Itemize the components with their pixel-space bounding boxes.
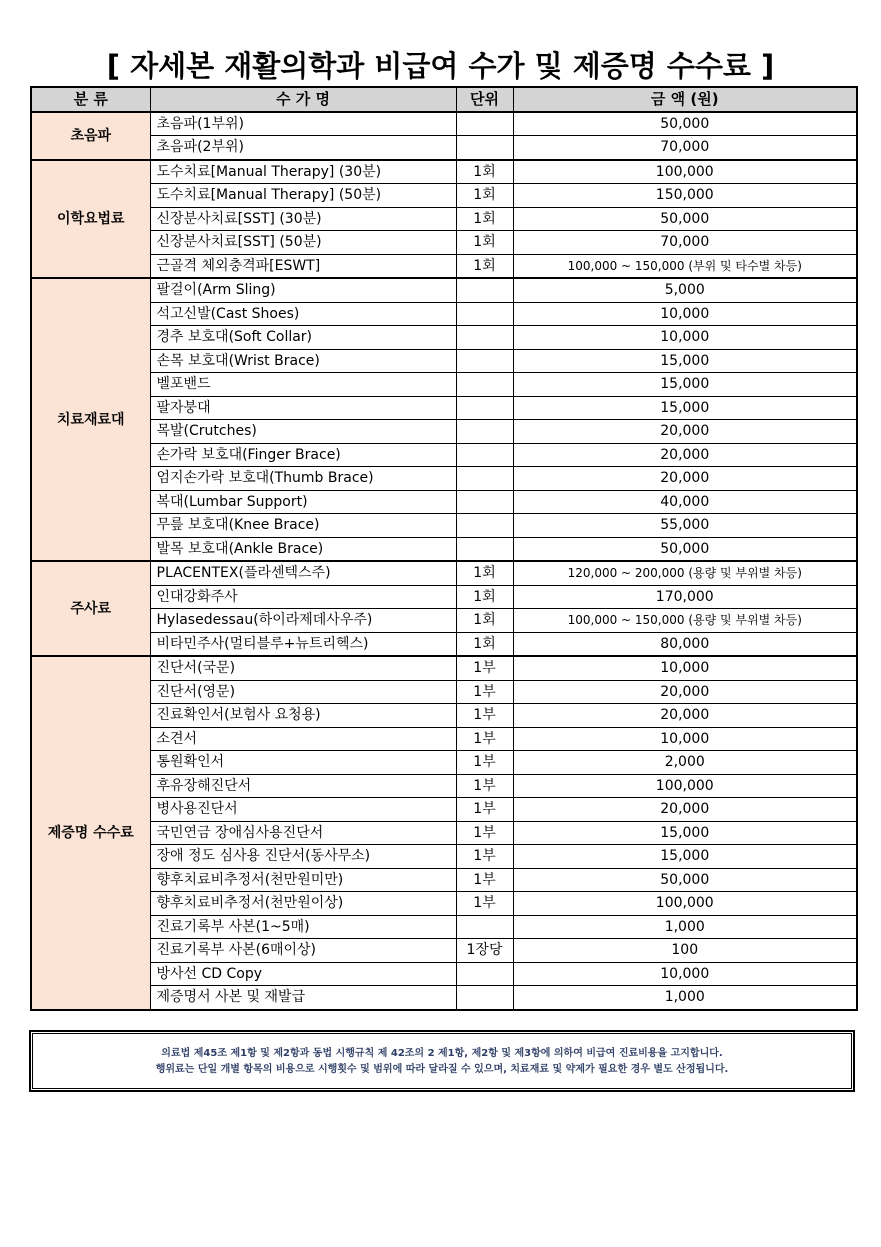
item-name-cell: 손가락 보호대(Finger Brace) <box>150 443 456 467</box>
table-row <box>31 326 857 350</box>
unit-cell <box>456 278 513 302</box>
item-name-cell: 발목 보호대(Ankle Brace) <box>150 537 456 561</box>
amount-cell: 70,000 <box>513 231 857 255</box>
amount-cell: 100,000 ~ 150,000 (용량 및 부위별 차등) <box>513 609 857 633</box>
unit-cell <box>456 915 513 939</box>
table-row <box>31 231 857 255</box>
item-name-cell: 엄지손가락 보호대(Thumb Brace) <box>150 467 456 491</box>
unit-cell <box>456 373 513 397</box>
category-cell: 치료재료대 <box>31 278 150 561</box>
unit-cell: 1부 <box>456 680 513 704</box>
header-unit: 단위 <box>456 87 513 112</box>
item-name-cell: 경추 보호대(Soft Collar) <box>150 326 456 350</box>
item-name-cell: 벨포밴드 <box>150 373 456 397</box>
item-name-cell: 진단서(국문) <box>150 656 456 680</box>
item-name-cell: 방사선 CD Copy <box>150 962 456 986</box>
table-row <box>31 798 857 822</box>
unit-cell: 1부 <box>456 798 513 822</box>
amount-cell: 15,000 <box>513 821 857 845</box>
unit-cell: 1회 <box>456 561 513 585</box>
table-row <box>31 160 857 184</box>
item-name-cell: 병사용진단서 <box>150 798 456 822</box>
item-name-cell: 후유장해진단서 <box>150 774 456 798</box>
header-amount: 금 액 (원) <box>513 87 857 112</box>
table-row <box>31 184 857 208</box>
unit-cell: 1회 <box>456 207 513 231</box>
item-name-cell: 진료확인서(보험사 요청용) <box>150 704 456 728</box>
amount-cell: 150,000 <box>513 184 857 208</box>
amount-cell: 50,000 <box>513 112 857 136</box>
item-name-cell: 도수치료[Manual Therapy] (50분) <box>150 184 456 208</box>
item-name-cell: Hylasedessau(하이라제데사우주) <box>150 609 456 633</box>
table-row <box>31 490 857 514</box>
header-category: 분 류 <box>31 87 150 112</box>
table-row <box>31 939 857 963</box>
amount-cell: 40,000 <box>513 490 857 514</box>
table-row <box>31 704 857 728</box>
item-name-cell: 석고신발(Cast Shoes) <box>150 302 456 326</box>
amount-cell: 15,000 <box>513 845 857 869</box>
amount-cell: 100,000 <box>513 774 857 798</box>
amount-cell: 15,000 <box>513 373 857 397</box>
notice-line-2: 행위료는 단일 개별 항목의 비용으로 시행횟수 및 범위에 따라 달라질 수 있으며, 치료재료 및 약제가 필요한 경우 별도 산정됩니다. <box>155 1064 729 1075</box>
table-row <box>31 632 857 656</box>
unit-cell: 1회 <box>456 632 513 656</box>
table-row <box>31 420 857 444</box>
unit-cell: 1부 <box>456 868 513 892</box>
item-name-cell: 도수치료[Manual Therapy] (30분) <box>150 160 456 184</box>
unit-cell <box>456 349 513 373</box>
unit-cell: 1장당 <box>456 939 513 963</box>
unit-cell <box>456 490 513 514</box>
amount-cell: 20,000 <box>513 443 857 467</box>
amount-cell: 100,000 <box>513 892 857 916</box>
item-name-cell: 복대(Lumbar Support) <box>150 490 456 514</box>
item-name-cell: 팔걸이(Arm Sling) <box>150 278 456 302</box>
amount-cell: 5,000 <box>513 278 857 302</box>
item-name-cell: PLACENTEX(플라센텍스주) <box>150 561 456 585</box>
table-row <box>31 443 857 467</box>
amount-cell: 170,000 <box>513 585 857 609</box>
table-row <box>31 373 857 397</box>
table-row <box>31 751 857 775</box>
item-name-cell: 진단서(영문) <box>150 680 456 704</box>
amount-cell: 20,000 <box>513 704 857 728</box>
amount-cell: 10,000 <box>513 656 857 680</box>
item-name-cell: 손목 보호대(Wrist Brace) <box>150 349 456 373</box>
unit-cell: 1부 <box>456 656 513 680</box>
page-title: [ 자세본 재활의학과 비급여 수가 및 제증명 수수료 ] <box>106 49 775 83</box>
table-row <box>31 278 857 302</box>
unit-cell <box>456 112 513 136</box>
item-name-cell: 비타민주사(멀티블루+뉴트리헥스) <box>150 632 456 656</box>
amount-cell: 1,000 <box>513 915 857 939</box>
item-name-cell: 초음파(2부위) <box>150 136 456 160</box>
unit-cell <box>456 326 513 350</box>
item-name-cell: 신장분사치료[SST] (30분) <box>150 207 456 231</box>
amount-cell: 20,000 <box>513 798 857 822</box>
amount-cell: 100,000 ~ 150,000 (부위 및 타수별 차등) <box>513 254 857 278</box>
item-name-cell: 진료기록부 사본(1~5매) <box>150 915 456 939</box>
category-cell: 이학요법료 <box>31 160 150 279</box>
unit-cell: 1부 <box>456 727 513 751</box>
unit-cell <box>456 136 513 160</box>
item-name-cell: 통원확인서 <box>150 751 456 775</box>
amount-cell: 50,000 <box>513 868 857 892</box>
unit-cell: 1회 <box>456 160 513 184</box>
table-row <box>31 585 857 609</box>
item-name-cell: 소견서 <box>150 727 456 751</box>
category-cell: 초음파 <box>31 112 150 160</box>
unit-cell <box>456 537 513 561</box>
unit-cell <box>456 420 513 444</box>
amount-cell: 10,000 <box>513 302 857 326</box>
table-row <box>31 962 857 986</box>
category-cell: 제증명 수수료 <box>31 656 150 1010</box>
table-row <box>31 349 857 373</box>
unit-cell <box>456 514 513 538</box>
table-row <box>31 892 857 916</box>
amount-cell: 100,000 <box>513 160 857 184</box>
item-name-cell: 향후치료비추정서(천만원이상) <box>150 892 456 916</box>
table-row <box>31 537 857 561</box>
item-name-cell: 장애 정도 심사용 진단서(동사무소) <box>150 845 456 869</box>
item-name-cell: 무릎 보호대(Knee Brace) <box>150 514 456 538</box>
unit-cell: 1부 <box>456 845 513 869</box>
item-name-cell: 진료기록부 사본(6매이상) <box>150 939 456 963</box>
amount-cell: 70,000 <box>513 136 857 160</box>
legal-notice <box>29 1030 855 1092</box>
table-row <box>31 396 857 420</box>
table-row <box>31 680 857 704</box>
amount-cell: 15,000 <box>513 396 857 420</box>
unit-cell: 1부 <box>456 892 513 916</box>
table-row <box>31 986 857 1010</box>
table-row <box>31 561 857 585</box>
unit-cell: 1부 <box>456 774 513 798</box>
amount-cell: 15,000 <box>513 349 857 373</box>
table-row <box>31 514 857 538</box>
table-row <box>31 915 857 939</box>
table-row <box>31 868 857 892</box>
amount-cell: 55,000 <box>513 514 857 538</box>
unit-cell <box>456 443 513 467</box>
table-header-row <box>31 87 857 112</box>
unit-cell <box>456 302 513 326</box>
item-name-cell: 신장분사치료[SST] (50분) <box>150 231 456 255</box>
amount-cell: 2,000 <box>513 751 857 775</box>
unit-cell: 1부 <box>456 704 513 728</box>
unit-cell: 1부 <box>456 821 513 845</box>
unit-cell <box>456 396 513 420</box>
table-row <box>31 467 857 491</box>
amount-cell: 20,000 <box>513 420 857 444</box>
amount-cell: 20,000 <box>513 680 857 704</box>
category-cell: 주사료 <box>31 561 150 656</box>
item-name-cell: 국민연금 장애심사용진단서 <box>150 821 456 845</box>
amount-cell: 50,000 <box>513 537 857 561</box>
amount-cell: 20,000 <box>513 467 857 491</box>
item-name-cell: 목발(Crutches) <box>150 420 456 444</box>
unit-cell <box>456 467 513 491</box>
unit-cell: 1회 <box>456 231 513 255</box>
table-row <box>31 136 857 160</box>
table-row <box>31 845 857 869</box>
unit-cell: 1부 <box>456 751 513 775</box>
item-name-cell: 근골격 체외충격파[ESWT] <box>150 254 456 278</box>
amount-cell: 10,000 <box>513 962 857 986</box>
unit-cell: 1회 <box>456 184 513 208</box>
unit-cell: 1회 <box>456 254 513 278</box>
table-row <box>31 609 857 633</box>
amount-cell: 1,000 <box>513 986 857 1010</box>
unit-cell: 1회 <box>456 609 513 633</box>
header-name: 수 가 명 <box>150 87 456 112</box>
item-name-cell: 초음파(1부위) <box>150 112 456 136</box>
item-name-cell: 향후치료비추정서(천만원미만) <box>150 868 456 892</box>
amount-cell: 120,000 ~ 200,000 (용량 및 부위별 차등) <box>513 561 857 585</box>
amount-cell: 80,000 <box>513 632 857 656</box>
unit-cell: 1회 <box>456 585 513 609</box>
item-name-cell: 제증명서 사본 및 재발급 <box>150 986 456 1010</box>
item-name-cell: 인대강화주사 <box>150 585 456 609</box>
amount-cell: 10,000 <box>513 326 857 350</box>
table-row <box>31 207 857 231</box>
fee-table <box>30 86 858 1011</box>
fee-table-body <box>31 112 857 1010</box>
table-row <box>31 821 857 845</box>
amount-cell: 10,000 <box>513 727 857 751</box>
unit-cell <box>456 962 513 986</box>
table-row <box>31 727 857 751</box>
unit-cell <box>456 986 513 1010</box>
amount-cell: 100 <box>513 939 857 963</box>
table-row <box>31 112 857 136</box>
table-row <box>31 254 857 278</box>
notice-line-1: 의료법 제45조 제1항 및 제2항과 동법 시행규칙 제 42조의 2 제1항, 제2항 및 제3항에 의하여 비급여 진료비용을 고지합니다. <box>161 1048 723 1059</box>
table-row <box>31 656 857 680</box>
amount-cell: 50,000 <box>513 207 857 231</box>
item-name-cell: 팔자붕대 <box>150 396 456 420</box>
table-row <box>31 302 857 326</box>
table-row <box>31 774 857 798</box>
